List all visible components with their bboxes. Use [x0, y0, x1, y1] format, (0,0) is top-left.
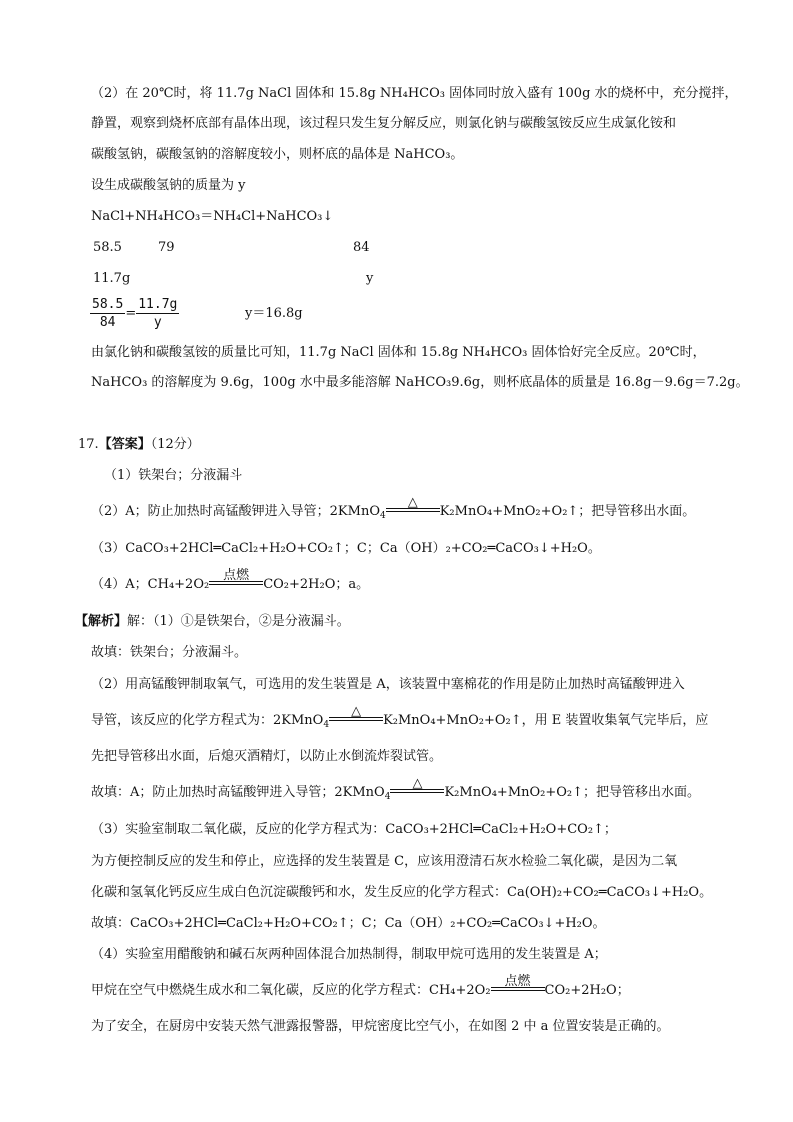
fraction-right [136, 296, 179, 331]
ignite-label: 点燃 [504, 974, 531, 989]
analysis-l6 [91, 776, 701, 806]
fraction-right-den: y [153, 315, 162, 330]
q17-a1: （1）铁架台；分液漏斗 [104, 468, 243, 483]
q17-a4-post: CO₂+2H₂O；a。 [263, 577, 370, 592]
p2-line5: 由氯化钠和碳酸氢铵的质量比可知，11.7g NaCl 固体和 15.8g NH₄HCO₃ 固体恰好完全反应。20℃时， [91, 345, 706, 360]
subscript-4: 4 [323, 720, 330, 730]
unknown-mass: y [366, 271, 374, 286]
analysis-line1 [75, 613, 350, 631]
analysis-l12 [91, 974, 630, 1000]
heat-condition [329, 704, 383, 730]
p2-equation: NaCl+NH₄HCO₃＝NH₄Cl+NaHCO₃↓ [91, 209, 334, 224]
molar-mass-2: 79 [158, 240, 175, 255]
analysis-l4-post: ，用 E 装置收集氧气完毕后，应 [521, 713, 709, 728]
q17-a2-post: ；把导管移出水面。 [578, 504, 696, 519]
analysis-l12-pre: 甲烷在空气中燃烧生成水和二氧化碳，反应的化学方程式：CH₄+2O₂ [91, 983, 491, 998]
q17-a2-pre: （2）A；防止加热时高锰酸钾进入导管；2KMnO [91, 504, 380, 519]
analysis-tag: 【解析】 [75, 614, 128, 629]
heat-condition [386, 495, 440, 521]
q17-a3: （3）CaCO₃+2HCl═CaCl₂+H₂O+CO₂↑；C；Ca（OH）₂+CO₂═CaCO₃↓+H₂O。 [91, 541, 601, 556]
q17-a4 [91, 568, 370, 594]
molar-mass-1: 58.5 [93, 240, 122, 255]
q17-number: 17. [78, 437, 99, 452]
subscript-4: 4 [384, 792, 391, 802]
analysis-l13: 为了安全，在厨房中安装天然气泄露报警器，甲烷密度比空气小，在如图 2 中 a 位置安装是正确的。 [91, 1019, 670, 1034]
ignite-label: 点燃 [223, 568, 250, 583]
analysis-l5: 先把导管移出水面，后熄灭酒精灯，以防止水倒流炸裂试管。 [91, 749, 443, 764]
p2-line3: 碳酸氢钠，碳酸氢钠的溶解度较小，则杯底的晶体是 NaHCO₃。 [91, 147, 464, 162]
heat-symbol: △ [407, 495, 418, 510]
fraction-left-den: 84 [99, 315, 116, 330]
kmno4-products: K₂MnO₄+MnO₂+O₂↑ [439, 504, 579, 519]
heat-condition [390, 776, 444, 802]
ignite-condition [491, 974, 545, 1000]
fraction-equals: = [125, 306, 137, 321]
q17-header [78, 436, 200, 454]
p2-line2: 静置，观察到烧杯底部有晶体出现，该过程只发生复分解反应，则氯化钠与碳酸氢铵反应生成氯化铵和 [91, 116, 677, 131]
analysis-l12-post: CO₂+2H₂O； [544, 983, 630, 998]
analysis-l1: 解：（1）①是铁架台，②是分液漏斗。 [127, 614, 350, 629]
analysis-l2: 故填：铁架台；分液漏斗。 [91, 645, 248, 660]
analysis-l11: （4）实验室用醋酸钠和碱石灰两种固体混合加热制得，制取甲烷可选用的发生装置是 A； [91, 947, 607, 962]
molar-mass-3: 84 [353, 240, 370, 255]
analysis-l10: 故填：CaCO₃+2HCl═CaCl₂+H₂O+CO₂↑；C；Ca（OH）₂+CO₂═CaCO₃↓+H₂O。 [91, 916, 606, 931]
q17-a4-pre: （4）A；CH₄+2O₂ [91, 577, 210, 592]
p2-line1: （2）在 20℃时，将 11.7g NaCl 固体和 15.8g NH₄HCO₃ 固体同时放入盛有 100g 水的烧杯中，充分搅拌， [91, 86, 738, 101]
analysis-l4-pre: 导管，该反应的化学方程式为：2KMnO [91, 713, 324, 728]
p2-line6: NaHCO₃ 的溶解度为 9.6g，100g 水中最多能溶解 NaHCO₃9.6g，则杯底晶体的质量是 16.8g－9.6g＝7.2g。 [91, 375, 749, 390]
fraction-left-num: 58.5 [92, 297, 124, 312]
heat-symbol: △ [412, 776, 423, 791]
kmno4-products: K₂MnO₄+MnO₂+O₂↑ [444, 785, 584, 800]
result: y＝16.8g [245, 306, 303, 321]
q17-a2 [91, 495, 696, 525]
ignite-condition [209, 568, 263, 594]
proportion [90, 296, 179, 331]
analysis-l4 [91, 704, 709, 734]
fraction-left [90, 296, 125, 331]
analysis-l7: （3）实验室制取二氧化碳，反应的化学方程式为：CaCO₃+2HCl═CaCl₂+H₂O+CO₂↑； [91, 822, 617, 837]
heat-symbol: △ [351, 704, 362, 719]
kmno4-products: K₂MnO₄+MnO₂+O₂↑ [383, 713, 522, 728]
fraction-right-num: 11.7g [138, 297, 178, 312]
analysis-l3: （2）用高锰酸钾制取氧气，可选用的发生装置是 A，该装置中塞棉花的作用是防止加热时高锰酸钾进入 [91, 677, 685, 692]
analysis-l9: 化碳和氢氧化钙反应生成白色沉淀碳酸钙和水，发生反应的化学方程式：Ca(OH)₂+CO₂═CaCO₃↓+H₂O。 [91, 885, 713, 900]
analysis-l6-pre: 故填：A；防止加热时高锰酸钾进入导管；2KMnO [91, 785, 385, 800]
answer-tag: 【答案】 [98, 437, 151, 452]
subscript-4: 4 [379, 511, 386, 521]
given-mass: 11.7g [93, 271, 131, 286]
p2-line4: 设生成碳酸氢钠的质量为 y [91, 178, 246, 193]
q17-score: （12分） [150, 437, 200, 452]
analysis-l6-post: ；把导管移出水面。 [583, 785, 701, 800]
analysis-l8: 为方便控制反应的发生和停止，应选择的发生装置是 C，应该用澄清石灰水检验二氧化碳，是因为二氧 [91, 854, 678, 869]
